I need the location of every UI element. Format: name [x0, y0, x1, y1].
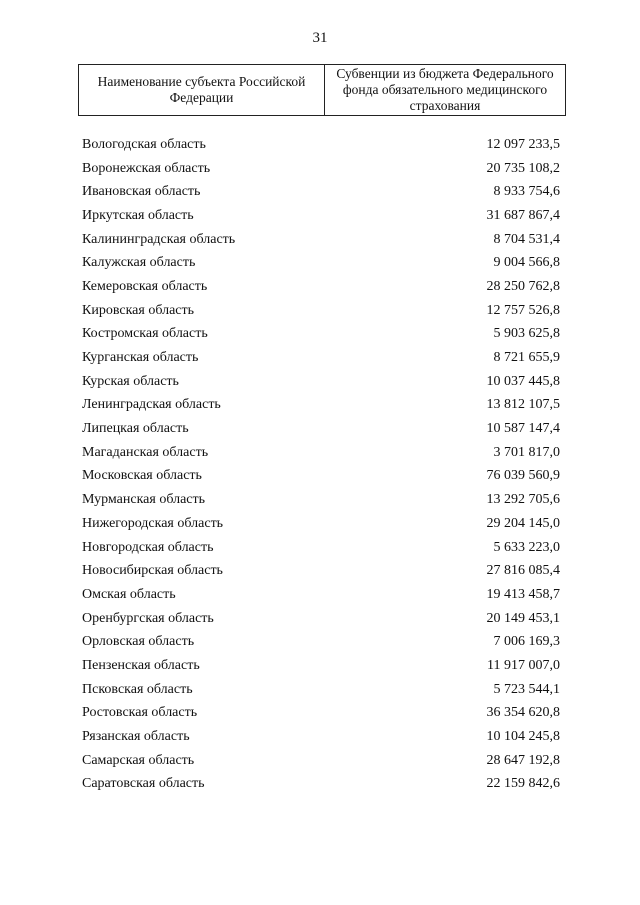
region-name: Калужская область: [82, 255, 196, 271]
region-name: Псковская область: [82, 681, 193, 697]
subvention-amount: 7 006 169,3: [493, 634, 560, 650]
subvention-amount: 10 104 245,8: [486, 729, 560, 745]
header-subvention-amount: Субвенции из бюджета Федерального фонда обязательного медицинского страхования: [336, 66, 554, 113]
subvention-amount: 28 250 762,8: [486, 278, 560, 294]
header-region-name: Наименование субъекта Российской Федерации: [79, 65, 325, 115]
subvention-amount: 8 933 754,6: [493, 184, 560, 200]
table-row: [82, 559, 560, 583]
table-row: [82, 488, 560, 512]
table-row: [82, 157, 560, 181]
subvention-amount: 5 723 544,1: [493, 681, 560, 697]
table-row: [82, 251, 560, 275]
region-name: Орловская область: [82, 634, 195, 650]
table-row: [82, 417, 560, 441]
subvention-amount: 8 721 655,9: [493, 350, 560, 366]
table-row: [82, 275, 560, 299]
table-row: [82, 773, 560, 797]
region-name: Калининградская область: [82, 231, 236, 247]
table-row: [82, 749, 560, 773]
region-name: Липецкая область: [82, 421, 189, 437]
table-row: [82, 607, 560, 631]
region-name: Новосибирская область: [82, 563, 223, 579]
subvention-amount: 11 917 007,0: [487, 657, 560, 673]
region-name: Костромская область: [82, 326, 208, 342]
region-name: Самарская область: [82, 752, 195, 768]
table-row: [82, 583, 560, 607]
subvention-amount: 76 039 560,9: [486, 468, 560, 484]
region-name: Кемеровская область: [82, 278, 208, 294]
table-row: [82, 512, 560, 536]
table-row: [82, 536, 560, 560]
table-body: [82, 133, 560, 796]
table-row: [82, 725, 560, 749]
region-name: Курская область: [82, 373, 179, 389]
subvention-amount: 10 037 445,8: [486, 373, 560, 389]
table-row: [82, 702, 560, 726]
subvention-amount: 5 903 625,8: [493, 326, 560, 342]
region-name: Омская область: [82, 586, 176, 602]
region-name: Воронежская область: [82, 160, 211, 176]
region-name: Оренбургская область: [82, 610, 214, 626]
table-row: [82, 299, 560, 323]
region-name: Нижегородская область: [82, 515, 224, 531]
region-name: Пензенская область: [82, 657, 200, 673]
region-name: Мурманская область: [82, 492, 206, 508]
subvention-amount: 36 354 620,8: [486, 705, 560, 721]
region-name: Ленинградская область: [82, 397, 221, 413]
region-name: Ростовская область: [82, 705, 198, 721]
table-row: [82, 678, 560, 702]
table-row: [82, 204, 560, 228]
table-row: [82, 630, 560, 654]
region-name: Курганская область: [82, 350, 199, 366]
region-name: Иркутская область: [82, 207, 194, 223]
subvention-amount: 13 292 705,6: [486, 492, 560, 508]
subvention-amount: 20 149 453,1: [486, 610, 560, 626]
table-row: [82, 180, 560, 204]
region-name: Рязанская область: [82, 729, 190, 745]
table-header: [78, 64, 566, 116]
region-name: Ивановская область: [82, 184, 201, 200]
table-row: [82, 228, 560, 252]
subvention-amount: 12 097 233,5: [486, 136, 560, 152]
subvention-amount: 31 687 867,4: [486, 207, 560, 223]
region-name: Новгородская область: [82, 539, 214, 555]
subvention-amount: 9 004 566,8: [493, 255, 560, 271]
table-row: [82, 346, 560, 370]
table-row: [82, 370, 560, 394]
subvention-amount: 3 701 817,0: [493, 444, 560, 460]
region-name: Магаданская область: [82, 444, 209, 460]
subvention-amount: 12 757 526,8: [486, 302, 560, 318]
subvention-amount: 28 647 192,8: [486, 752, 560, 768]
region-name: Кировская область: [82, 302, 195, 318]
region-name: Саратовская область: [82, 776, 205, 792]
subvention-amount: 10 587 147,4: [486, 421, 560, 437]
subvention-amount: 29 204 145,0: [486, 515, 560, 531]
table-row: [82, 394, 560, 418]
subvention-amount: 13 812 107,5: [486, 397, 560, 413]
table-row: [82, 465, 560, 489]
subvention-amount: 27 816 085,4: [486, 563, 560, 579]
subvention-amount: 22 159 842,6: [486, 776, 560, 792]
subvention-amount: 8 704 531,4: [493, 231, 560, 247]
table-row: [82, 441, 560, 465]
page-number: 31: [312, 30, 328, 46]
region-name: Вологодская область: [82, 136, 206, 152]
table-row: [82, 323, 560, 347]
subvention-amount: 5 633 223,0: [493, 539, 560, 555]
region-name: Московская область: [82, 468, 202, 484]
subvention-amount: 19 413 458,7: [486, 586, 560, 602]
subvention-amount: 20 735 108,2: [486, 160, 560, 176]
table-row: [82, 133, 560, 157]
table-row: [82, 654, 560, 678]
